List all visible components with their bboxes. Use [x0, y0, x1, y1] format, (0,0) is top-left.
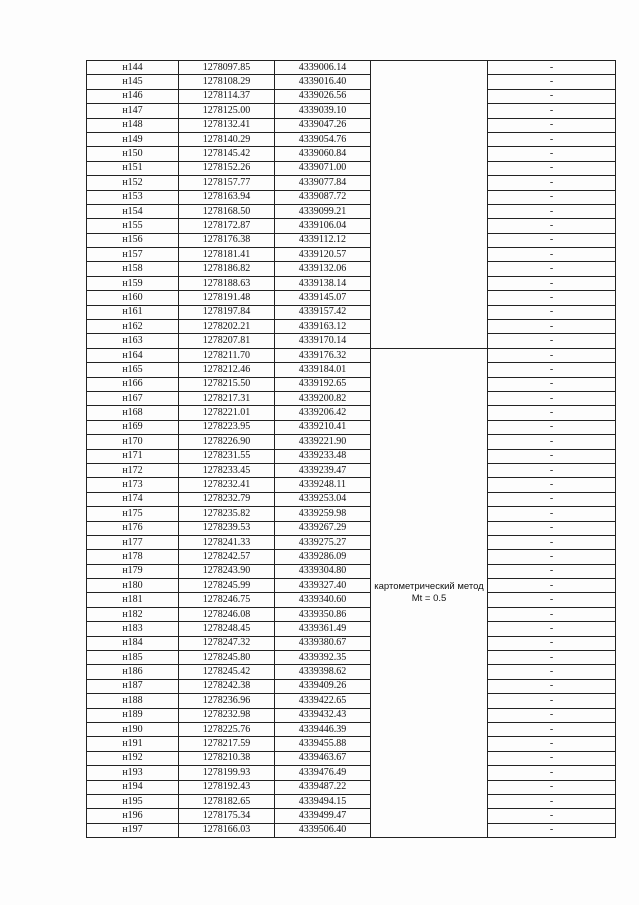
table-row: [87, 233, 616, 247]
x-coordinate-cell: 1278172.87: [179, 219, 275, 233]
note-cell: -: [488, 147, 616, 161]
y-coordinate-cell: 4339233.48: [275, 449, 371, 463]
table-row: [87, 579, 616, 593]
y-coordinate-cell: 4339087.72: [275, 190, 371, 204]
y-coordinate-cell: 4339039.10: [275, 104, 371, 118]
note-cell: -: [488, 708, 616, 722]
table-row: [87, 248, 616, 262]
point-id-cell: н176: [87, 521, 179, 535]
point-id-cell: н156: [87, 233, 179, 247]
y-coordinate-cell: 4339192.65: [275, 377, 371, 391]
point-id-cell: н175: [87, 507, 179, 521]
table-row: [87, 204, 616, 218]
table-row: [87, 291, 616, 305]
y-coordinate-cell: 4339361.49: [275, 622, 371, 636]
x-coordinate-cell: 1278241.33: [179, 535, 275, 549]
table-row: [87, 118, 616, 132]
y-coordinate-cell: 4339132.06: [275, 262, 371, 276]
note-cell: -: [488, 751, 616, 765]
x-coordinate-cell: 1278212.46: [179, 363, 275, 377]
y-coordinate-cell: 4339077.84: [275, 176, 371, 190]
table-row: [87, 607, 616, 621]
note-cell: -: [488, 363, 616, 377]
x-coordinate-cell: 1278235.82: [179, 507, 275, 521]
x-coordinate-cell: 1278145.42: [179, 147, 275, 161]
note-cell: -: [488, 248, 616, 262]
point-id-cell: н173: [87, 478, 179, 492]
x-coordinate-cell: 1278114.37: [179, 89, 275, 103]
table-row: [87, 89, 616, 103]
y-coordinate-cell: 4339112.12: [275, 233, 371, 247]
note-cell: -: [488, 435, 616, 449]
table-row: [87, 780, 616, 794]
y-coordinate-cell: 4339380.67: [275, 636, 371, 650]
point-id-cell: н165: [87, 363, 179, 377]
note-cell: -: [488, 132, 616, 146]
table-row: [87, 809, 616, 823]
note-cell: -: [488, 651, 616, 665]
table-row: [87, 651, 616, 665]
point-id-cell: н178: [87, 550, 179, 564]
x-coordinate-cell: 1278221.01: [179, 406, 275, 420]
note-cell: -: [488, 507, 616, 521]
note-cell: -: [488, 780, 616, 794]
table-row: [87, 276, 616, 290]
y-coordinate-cell: 4339398.62: [275, 665, 371, 679]
x-coordinate-cell: 1278232.98: [179, 708, 275, 722]
x-coordinate-cell: 1278157.77: [179, 176, 275, 190]
point-id-cell: н160: [87, 291, 179, 305]
note-cell: -: [488, 636, 616, 650]
method-cell: картометрический метод Mt = 0.5: [371, 348, 488, 837]
note-cell: -: [488, 391, 616, 405]
point-id-cell: н152: [87, 176, 179, 190]
point-id-cell: н186: [87, 665, 179, 679]
note-cell: -: [488, 219, 616, 233]
y-coordinate-cell: 4339170.14: [275, 334, 371, 348]
note-cell: -: [488, 679, 616, 693]
table-row: [87, 420, 616, 434]
y-coordinate-cell: 4339157.42: [275, 305, 371, 319]
x-coordinate-cell: 1278231.55: [179, 449, 275, 463]
table-row: [87, 492, 616, 506]
note-cell: -: [488, 766, 616, 780]
point-id-cell: н172: [87, 463, 179, 477]
table-row: [87, 363, 616, 377]
table-row: [87, 219, 616, 233]
note-cell: -: [488, 593, 616, 607]
note-cell: -: [488, 823, 616, 837]
table-row: [87, 766, 616, 780]
y-coordinate-cell: 4339409.26: [275, 679, 371, 693]
note-cell: -: [488, 204, 616, 218]
note-cell: -: [488, 694, 616, 708]
x-coordinate-cell: 1278246.08: [179, 607, 275, 621]
table-row: [87, 622, 616, 636]
point-id-cell: н155: [87, 219, 179, 233]
y-coordinate-cell: 4339476.49: [275, 766, 371, 780]
note-cell: -: [488, 535, 616, 549]
y-coordinate-cell: 4339392.35: [275, 651, 371, 665]
y-coordinate-cell: 4339060.84: [275, 147, 371, 161]
note-cell: -: [488, 377, 616, 391]
table-row: [87, 334, 616, 348]
y-coordinate-cell: 4339350.86: [275, 607, 371, 621]
x-coordinate-cell: 1278211.70: [179, 348, 275, 362]
note-cell: -: [488, 449, 616, 463]
point-id-cell: н153: [87, 190, 179, 204]
y-coordinate-cell: 4339176.32: [275, 348, 371, 362]
x-coordinate-cell: 1278188.63: [179, 276, 275, 290]
x-coordinate-cell: 1278207.81: [179, 334, 275, 348]
point-id-cell: н194: [87, 780, 179, 794]
note-cell: -: [488, 492, 616, 506]
y-coordinate-cell: 4339275.27: [275, 535, 371, 549]
x-coordinate-cell: 1278233.45: [179, 463, 275, 477]
note-cell: -: [488, 334, 616, 348]
point-id-cell: н151: [87, 161, 179, 175]
note-cell: -: [488, 809, 616, 823]
x-coordinate-cell: 1278239.53: [179, 521, 275, 535]
note-cell: -: [488, 478, 616, 492]
y-coordinate-cell: 4339210.41: [275, 420, 371, 434]
note-cell: -: [488, 276, 616, 290]
note-cell: -: [488, 737, 616, 751]
table-row: [87, 75, 616, 89]
y-coordinate-cell: 4339016.40: [275, 75, 371, 89]
note-cell: -: [488, 233, 616, 247]
x-coordinate-cell: 1278236.96: [179, 694, 275, 708]
x-coordinate-cell: 1278248.45: [179, 622, 275, 636]
note-cell: -: [488, 348, 616, 362]
note-cell: -: [488, 406, 616, 420]
y-coordinate-cell: 4339327.40: [275, 579, 371, 593]
x-coordinate-cell: 1278197.84: [179, 305, 275, 319]
y-coordinate-cell: 4339047.26: [275, 118, 371, 132]
point-id-cell: н146: [87, 89, 179, 103]
table-row: [87, 132, 616, 146]
point-id-cell: н196: [87, 809, 179, 823]
table-row: [87, 176, 616, 190]
x-coordinate-cell: 1278176.38: [179, 233, 275, 247]
y-coordinate-cell: 4339422.65: [275, 694, 371, 708]
x-coordinate-cell: 1278215.50: [179, 377, 275, 391]
point-id-cell: н162: [87, 320, 179, 334]
x-coordinate-cell: 1278217.59: [179, 737, 275, 751]
table-row: [87, 449, 616, 463]
y-coordinate-cell: 4339184.01: [275, 363, 371, 377]
y-coordinate-cell: 4339221.90: [275, 435, 371, 449]
y-coordinate-cell: 4339099.21: [275, 204, 371, 218]
x-coordinate-cell: 1278125.00: [179, 104, 275, 118]
point-id-cell: н182: [87, 607, 179, 621]
y-coordinate-cell: 4339267.29: [275, 521, 371, 535]
y-coordinate-cell: 4339106.04: [275, 219, 371, 233]
point-id-cell: н157: [87, 248, 179, 262]
x-coordinate-cell: 1278182.65: [179, 794, 275, 808]
x-coordinate-cell: 1278168.50: [179, 204, 275, 218]
note-cell: -: [488, 161, 616, 175]
note-cell: -: [488, 118, 616, 132]
y-coordinate-cell: 4339340.60: [275, 593, 371, 607]
table-row: [87, 463, 616, 477]
point-id-cell: н183: [87, 622, 179, 636]
table-row: [87, 694, 616, 708]
y-coordinate-cell: 4339026.56: [275, 89, 371, 103]
x-coordinate-cell: 1278140.29: [179, 132, 275, 146]
point-id-cell: н187: [87, 679, 179, 693]
table-row: [87, 435, 616, 449]
x-coordinate-cell: 1278245.99: [179, 579, 275, 593]
table-row: [87, 478, 616, 492]
x-coordinate-cell: 1278191.48: [179, 291, 275, 305]
table-row: [87, 348, 616, 362]
y-coordinate-cell: 4339206.42: [275, 406, 371, 420]
table-row: [87, 593, 616, 607]
point-id-cell: н159: [87, 276, 179, 290]
table-row: [87, 794, 616, 808]
point-id-cell: н179: [87, 564, 179, 578]
point-id-cell: н189: [87, 708, 179, 722]
y-coordinate-cell: 4339455.88: [275, 737, 371, 751]
point-id-cell: н158: [87, 262, 179, 276]
table-row: [87, 679, 616, 693]
point-id-cell: н148: [87, 118, 179, 132]
note-cell: -: [488, 463, 616, 477]
y-coordinate-cell: 4339463.67: [275, 751, 371, 765]
y-coordinate-cell: 4339487.22: [275, 780, 371, 794]
x-coordinate-cell: 1278232.41: [179, 478, 275, 492]
note-cell: -: [488, 564, 616, 578]
note-cell: -: [488, 622, 616, 636]
table-row: [87, 61, 616, 75]
note-cell: -: [488, 665, 616, 679]
point-id-cell: н184: [87, 636, 179, 650]
point-id-cell: н193: [87, 766, 179, 780]
x-coordinate-cell: 1278225.76: [179, 722, 275, 736]
y-coordinate-cell: 4339494.15: [275, 794, 371, 808]
y-coordinate-cell: 4339200.82: [275, 391, 371, 405]
method-cell-blank: [371, 61, 488, 349]
table-row: [87, 665, 616, 679]
point-id-cell: н164: [87, 348, 179, 362]
note-cell: -: [488, 176, 616, 190]
point-id-cell: н185: [87, 651, 179, 665]
point-id-cell: н197: [87, 823, 179, 837]
point-id-cell: н190: [87, 722, 179, 736]
note-cell: -: [488, 75, 616, 89]
point-id-cell: н154: [87, 204, 179, 218]
table-row: [87, 391, 616, 405]
point-id-cell: н167: [87, 391, 179, 405]
point-id-cell: н195: [87, 794, 179, 808]
x-coordinate-cell: 1278232.79: [179, 492, 275, 506]
y-coordinate-cell: 4339054.76: [275, 132, 371, 146]
table-row: [87, 147, 616, 161]
x-coordinate-cell: 1278192.43: [179, 780, 275, 794]
y-coordinate-cell: 4339432.43: [275, 708, 371, 722]
x-coordinate-cell: 1278226.90: [179, 435, 275, 449]
table-row: [87, 161, 616, 175]
x-coordinate-cell: 1278223.95: [179, 420, 275, 434]
point-id-cell: н168: [87, 406, 179, 420]
x-coordinate-cell: 1278097.85: [179, 61, 275, 75]
x-coordinate-cell: 1278163.94: [179, 190, 275, 204]
point-id-cell: н192: [87, 751, 179, 765]
point-id-cell: н177: [87, 535, 179, 549]
note-cell: -: [488, 291, 616, 305]
y-coordinate-cell: 4339499.47: [275, 809, 371, 823]
table-row: [87, 507, 616, 521]
x-coordinate-cell: 1278202.21: [179, 320, 275, 334]
point-id-cell: н181: [87, 593, 179, 607]
y-coordinate-cell: 4339259.98: [275, 507, 371, 521]
note-cell: -: [488, 305, 616, 319]
table-row: [87, 708, 616, 722]
table-row: [87, 823, 616, 837]
point-id-cell: н147: [87, 104, 179, 118]
note-cell: -: [488, 61, 616, 75]
point-id-cell: н191: [87, 737, 179, 751]
table-row: [87, 636, 616, 650]
coordinates-table: [86, 60, 616, 838]
y-coordinate-cell: 4339145.07: [275, 291, 371, 305]
x-coordinate-cell: 1278152.26: [179, 161, 275, 175]
y-coordinate-cell: 4339506.40: [275, 823, 371, 837]
y-coordinate-cell: 4339138.14: [275, 276, 371, 290]
point-id-cell: н145: [87, 75, 179, 89]
note-cell: -: [488, 104, 616, 118]
x-coordinate-cell: 1278132.41: [179, 118, 275, 132]
note-cell: -: [488, 89, 616, 103]
x-coordinate-cell: 1278217.31: [179, 391, 275, 405]
point-id-cell: н174: [87, 492, 179, 506]
table-row: [87, 751, 616, 765]
x-coordinate-cell: 1278245.80: [179, 651, 275, 665]
point-id-cell: н161: [87, 305, 179, 319]
table-row: [87, 320, 616, 334]
table-row: [87, 535, 616, 549]
note-cell: -: [488, 550, 616, 564]
table-row: [87, 550, 616, 564]
note-cell: -: [488, 607, 616, 621]
table-row: [87, 564, 616, 578]
point-id-cell: н163: [87, 334, 179, 348]
note-cell: -: [488, 190, 616, 204]
y-coordinate-cell: 4339304.80: [275, 564, 371, 578]
y-coordinate-cell: 4339163.12: [275, 320, 371, 334]
table-row: [87, 104, 616, 118]
table-row: [87, 190, 616, 204]
table-row: [87, 305, 616, 319]
point-id-cell: н144: [87, 61, 179, 75]
x-coordinate-cell: 1278246.75: [179, 593, 275, 607]
x-coordinate-cell: 1278175.34: [179, 809, 275, 823]
table-row: [87, 521, 616, 535]
x-coordinate-cell: 1278186.82: [179, 262, 275, 276]
x-coordinate-cell: 1278243.90: [179, 564, 275, 578]
y-coordinate-cell: 4339286.09: [275, 550, 371, 564]
note-cell: -: [488, 521, 616, 535]
point-id-cell: н169: [87, 420, 179, 434]
x-coordinate-cell: 1278166.03: [179, 823, 275, 837]
table-row: [87, 406, 616, 420]
y-coordinate-cell: 4339253.04: [275, 492, 371, 506]
y-coordinate-cell: 4339120.57: [275, 248, 371, 262]
y-coordinate-cell: 4339248.11: [275, 478, 371, 492]
coordinates-table-body: [87, 61, 616, 838]
point-id-cell: н180: [87, 579, 179, 593]
note-cell: -: [488, 420, 616, 434]
x-coordinate-cell: 1278247.32: [179, 636, 275, 650]
table-row: [87, 722, 616, 736]
table-row: [87, 377, 616, 391]
x-coordinate-cell: 1278242.38: [179, 679, 275, 693]
y-coordinate-cell: 4339446.39: [275, 722, 371, 736]
note-cell: -: [488, 262, 616, 276]
point-id-cell: н188: [87, 694, 179, 708]
x-coordinate-cell: 1278108.29: [179, 75, 275, 89]
point-id-cell: н170: [87, 435, 179, 449]
point-id-cell: н149: [87, 132, 179, 146]
x-coordinate-cell: 1278242.57: [179, 550, 275, 564]
y-coordinate-cell: 4339071.00: [275, 161, 371, 175]
note-cell: -: [488, 794, 616, 808]
y-coordinate-cell: 4339239.47: [275, 463, 371, 477]
note-cell: -: [488, 722, 616, 736]
point-id-cell: н171: [87, 449, 179, 463]
y-coordinate-cell: 4339006.14: [275, 61, 371, 75]
x-coordinate-cell: 1278210.38: [179, 751, 275, 765]
x-coordinate-cell: 1278199.93: [179, 766, 275, 780]
note-cell: -: [488, 320, 616, 334]
table-row: [87, 737, 616, 751]
point-id-cell: н150: [87, 147, 179, 161]
x-coordinate-cell: 1278181.41: [179, 248, 275, 262]
table-row: [87, 262, 616, 276]
note-cell: -: [488, 579, 616, 593]
x-coordinate-cell: 1278245.42: [179, 665, 275, 679]
point-id-cell: н166: [87, 377, 179, 391]
